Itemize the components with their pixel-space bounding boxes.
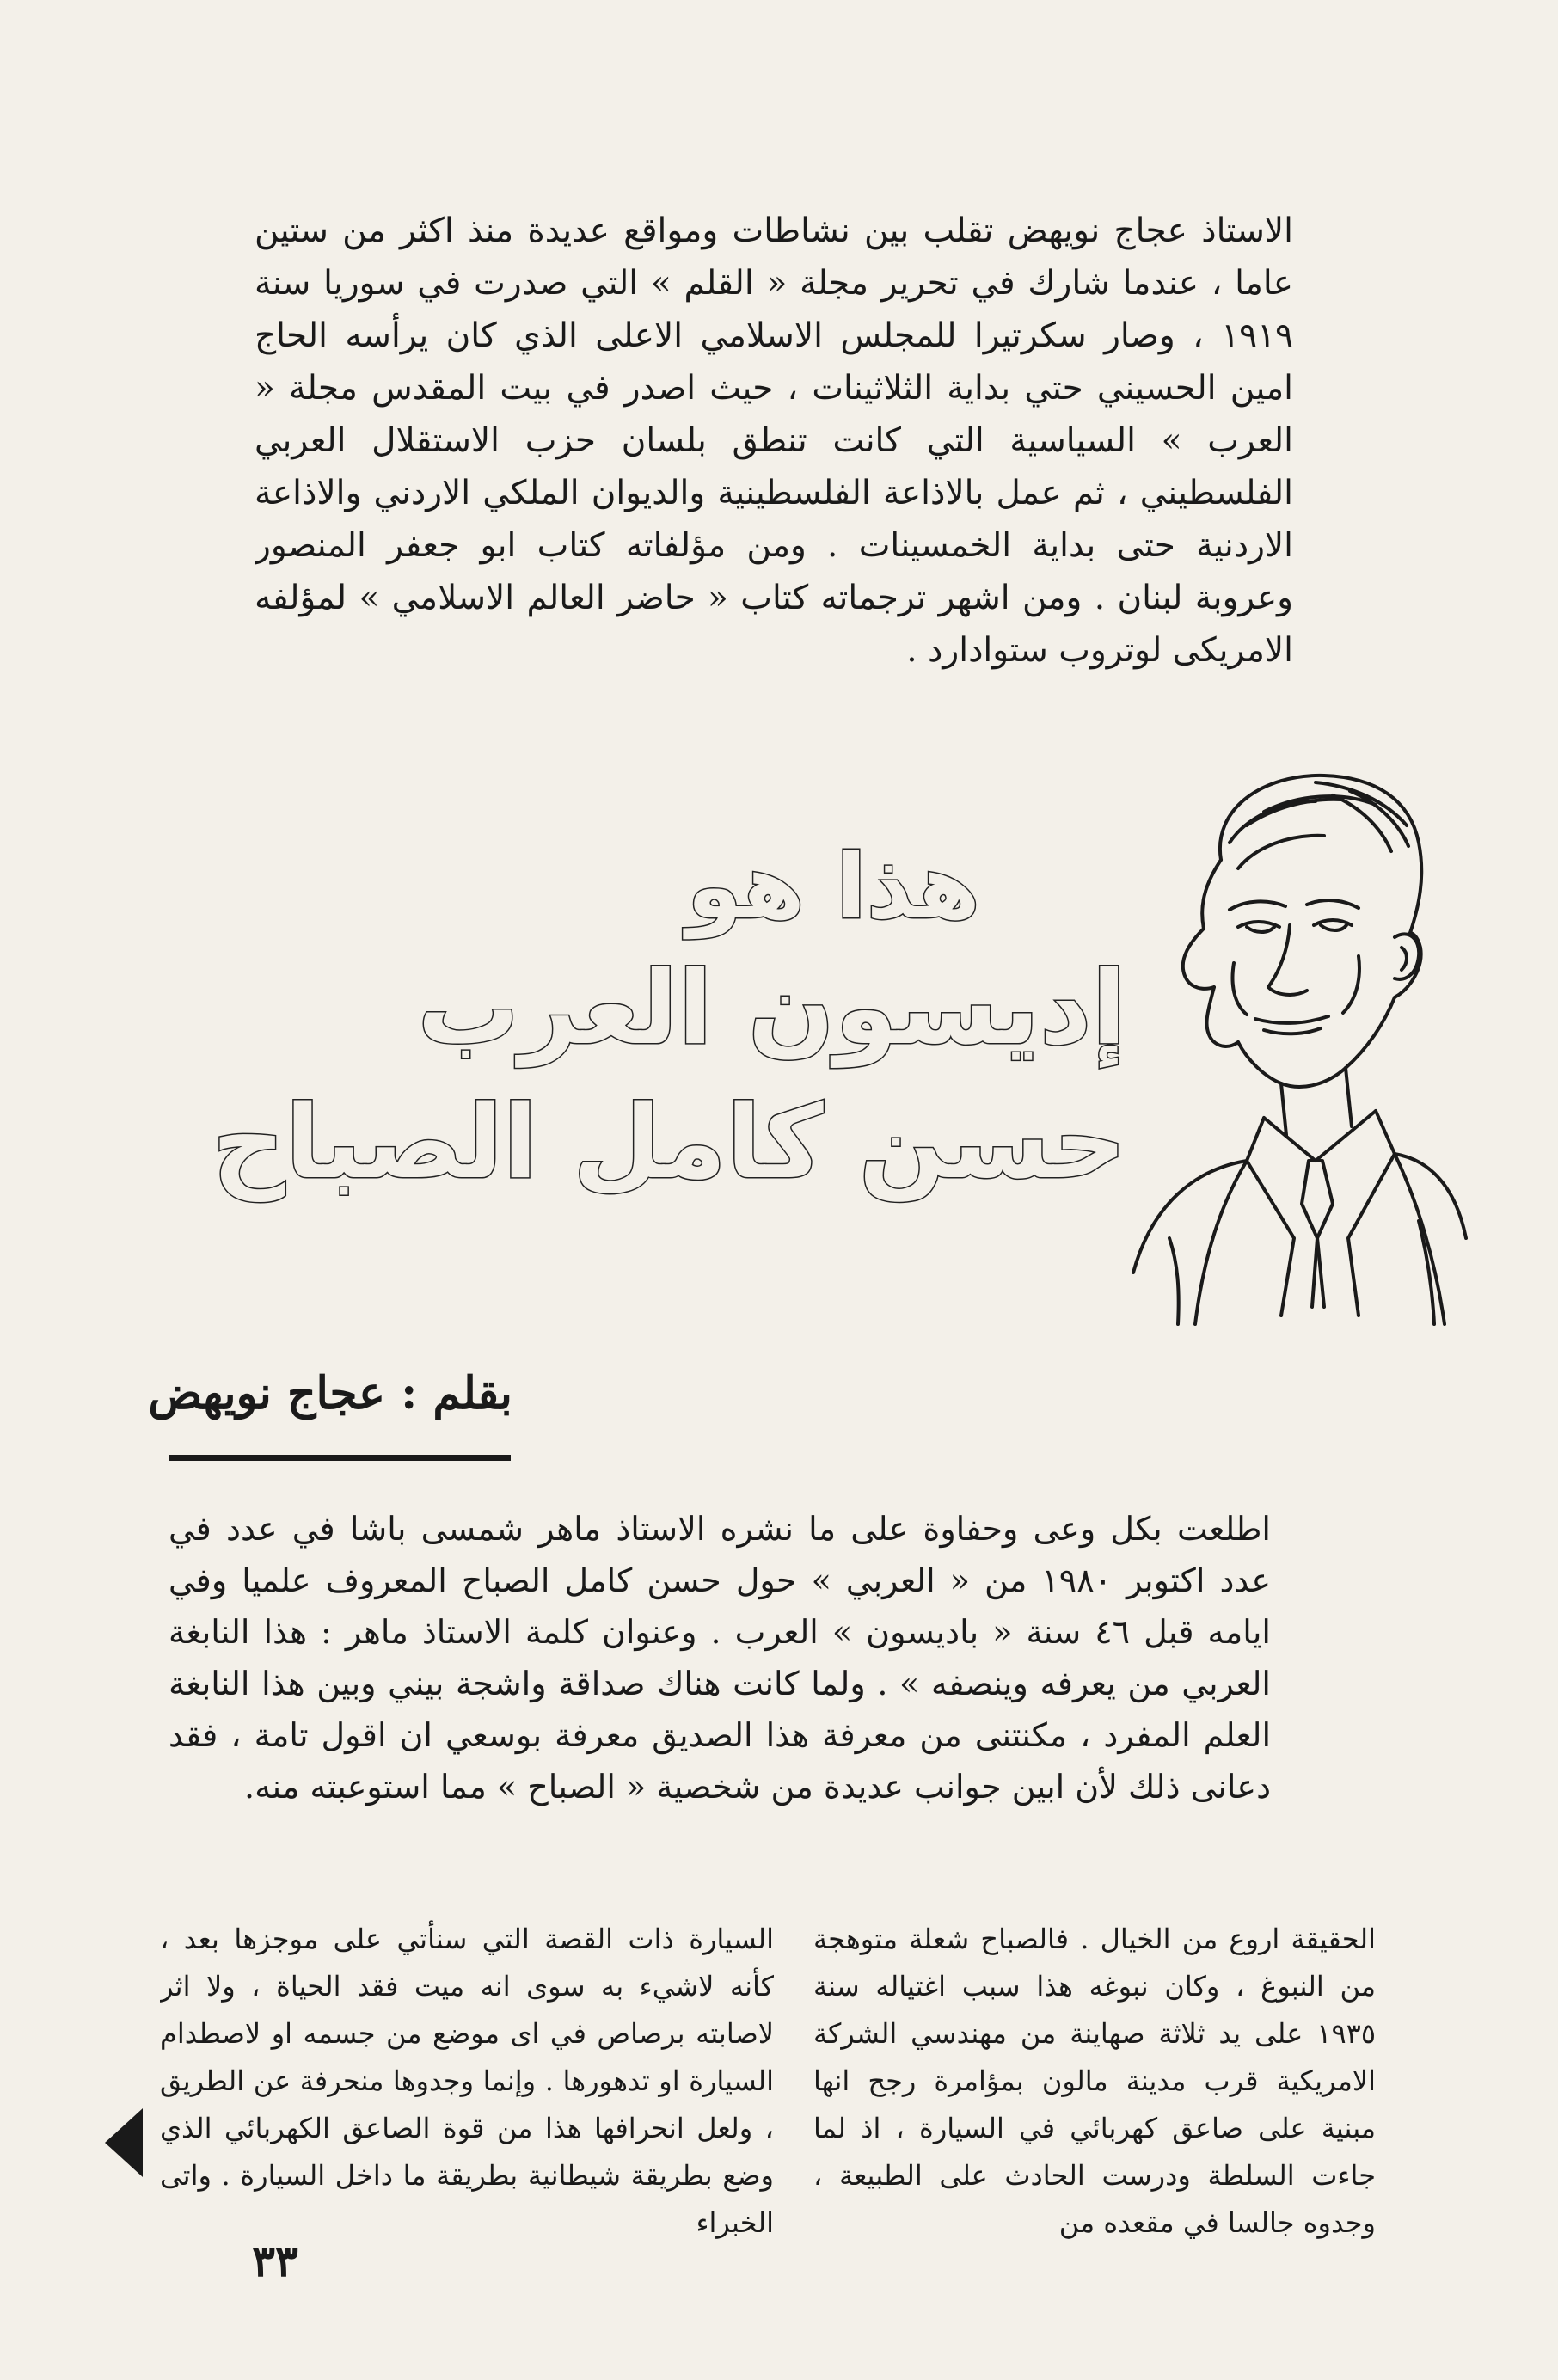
body-column-right: الحقيقة اروع من الخيال . فالصباح شعلة متوهجة من النبوغ ، وكان نبوغه هذا سبب اغتياله سنة ١٩٣٥ على يد ثلاثة صهاينة من مهندسي الشركة الامريكية قرب مدينة مالون بمؤامرة رجح انها مبنية على صاعق كهربائي في السيارة ، اذ لما جاءت السلطة ودرست الحادث على الطبيعة ، وجدوه جالسا في مقعده من xyxy=(813,1923,1376,2239)
author-bio-paragraph: الاستاذ عجاج نويهض تقلب بين نشاطات ومواقع عديدة منذ اكثر من ستين عاما ، عندما شارك في تحرير مجلة « القلم » التي صدرت في سوريا سنة ١٩١٩ ، وصار سكرتيرا للمجلس الاسلامي الاعلى الذي كان يرأسه الحاج امين الحسيني حتي بداية الثلاثينات ، حيث اصدر في بيت المقدس مجلة « العرب » السياسية التي كانت تنطق بلسان حزب الاستقلال العربي الفلسطيني ، ثم عمل بالاذاعة الفلسطينية والديوان الملكي الاردني والاذاعة الاردنية حتى بداية الخمسينات . ومن مؤلفاته كتاب ابو جعفر المنصور وعروبة لبنان . ومن اشهر ترجماته كتاب « حاضر العالم الاسلامي » لمؤلفه الامريكى لوتروب ستوادارد . xyxy=(255,212,1293,670)
body-column-left: السيارة ذات القصة التي سنأتي على موجزها بعد ، كأنه لاشيء به سوى انه ميت فقد الحياة ، ولا اثر لاصابته برصاص في اى موضع من جسمه او لاصطدام السيارة او تدهورها . وإنما وجدوها منحرفة عن الطريق ، ولعل انحرافها هذا من قوة الصاعق الكهربائي الذي وضع بطريقة شيطانية بطريقة ما داخل السيارة . واتى الخبراء xyxy=(160,1923,774,2239)
portrait-sketch xyxy=(1118,757,1470,1333)
byline-divider xyxy=(169,1455,511,1461)
article-title xyxy=(120,832,1126,1236)
page-number: ٣٣ xyxy=(252,2236,298,2286)
byline: بقلم : عجاج نويهض xyxy=(148,1367,512,1420)
title-line-3: حسن كامل الصباح xyxy=(212,1083,1126,1201)
title-line-1: هذا هو xyxy=(686,834,980,939)
portrait-drawing xyxy=(1118,757,1470,1333)
title-line-2: إديسون العرب xyxy=(417,948,1126,1067)
intro-paragraph: اطلعت بكل وعى وحفاوة على ما نشره الاستاذ ماهر شمسى باشا في عدد في عدد اكتوبر ١٩٨٠ من « العربي » حول حسن كامل الصباح المعروف علميا وفي ايامه قبل ٤٦ سنة « باديسون » العرب . وعنوان كلمة الاستاذ ماهر : هذا النابغة العربي من يعرفه وينصفه » . ولما كانت هناك صداقة واشجة بيني وبين هذا النابغة العلم المفرد ، مكنتنى من معرفة هذا الصديق معرفة بوسعي ان اقول تامة ، فقد دعانى ذلك لأن ابين جوانب عديدة من شخصية « الصباح » مما استوعبته منه. xyxy=(169,1510,1271,1806)
continue-arrow-icon xyxy=(105,2108,143,2177)
continue-arrow-shape xyxy=(105,2108,143,2177)
